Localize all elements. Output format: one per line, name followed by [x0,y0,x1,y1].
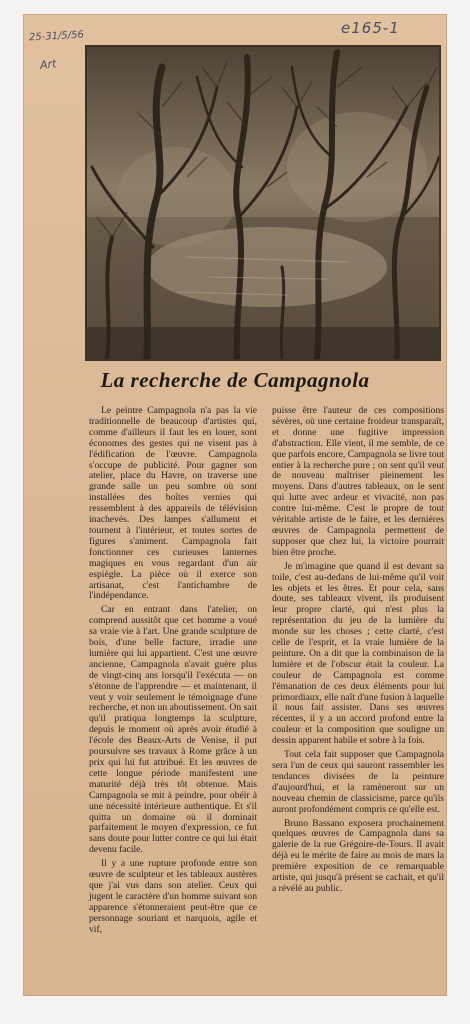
paragraph: puisse être l'auteur de ces compositions sévères, où une certaine froideur transparaît, et donne une fugitive impression d'abstraction. Elle vient, il me semble, de ce que parfois encore, Campagnola se livre tout entier à la recherche pure ; on sent qu'il veut de nouveau maîtriser pleinement les moyens. Dans d'autres tableaux, on le sent qui lutte avec ardeur et vivacité, non pas contre lui-même. C'est le propre de tout véritable artiste de le faire, et les dernières œuvres de Campagnola permettent de supposer que chez lui, la victoire pourrait bien être proche. [272,405,444,558]
article-title: La recherche de Campagnola [100,368,370,392]
handwritten-reference: e165-1 [341,19,400,37]
handwritten-date: 25-31/5/56 [28,29,85,44]
handwritten-category: Art [39,57,58,72]
paragraph: Bruno Bassano exposera prochainement quelques œuvres de Campagnola dans sa galerie de la rue Grégoire-de-Tours. Il avait déjà eu le mérite de faire au mois de mars la première exposition de ce remarquable artiste, qui jusqu'à présent se cachait, et qu'il a révélé au public. [272,817,444,894]
article-column-left [89,406,257,939]
paragraph: Tout cela fait supposer que Campagnola sera l'un de ceux qui sauront rassembler les tendances divisées de la peinture d'aujourd'hui, et la ramèneront sur un nouveau chemin de classicisme, parce qu'ils auront profondément compris ce qu'elle est. [272,749,444,815]
paragraph: Car en entrant dans l'atelier, on comprend aussitôt que cet homme a voué sa vraie vie à l'art. Une grande sculpture de bois, d'une belle facture, irradie une lumière qui lui appartient. C'est une œuvre ancienne, Campagnola n'avait guère plus de vingt-cinq ans lorsqu'il l'exécuta — on s'étonne de l'apprendre — et maintenant, il veut y voir seulement le témoignage d'une recherche, et non un aboutissement. On sait qu'il pratiqua longtemps la sculpture, depuis le moment où après avoir étudié à l'école des Beaux-Arts de Venise, il put poursuivre ses travaux à Rome grâce à un prix qui lui fut attribué. Et les œuvres de cette longue période manifestent une maturité déjà très tôt obtenue. Mais Campagnola se mit à peindre, pour obéir à une nécessité intérieure authentique. Et s'il quitta un domaine où il dominait parfaitement le moyen d'expression, ce fut sans doute pour lutter contre ce qui lui était devenu facile. [89,604,257,856]
painting-photo [85,45,441,361]
paragraph: Je m'imagine que quand il est devant sa toile, c'est au-dedans de lui-même qu'il voit les objets et les êtres. Et pour cela, sans doute, ses tableaux vivent, ils produisent leur propre clarté, qui n'est plus la représentation du jeu de la lumière du monde sur les choses ; cette clarté, c'est celle de l'esprit, et la vraie lumière de la peinture. On a dit que la combinaison de la lumière et de l'obscur était la couleur. La couleur de Campagnola est comme l'émanation de ces deux éléments pour lui primordiaux, elle naît d'une fusion à laquelle il nous fait assister. Dans ses œuvres récentes, il y a un accord profond entre la couleur et la composition que souligne un dessin apparent habile et sobre à la fois. [272,560,444,747]
painting-image [87,47,439,359]
article-column-right [272,406,444,898]
newspaper-clipping [23,14,447,996]
paragraph: Le peintre Campagnola n'a pas la vie traditionnelle de beaucoup d'artistes qui, comme d'ailleurs il faut les en louer, sont économes des gestes qui ne visent pas à l'édification de l'œuvre. Campagnola s'occupe de publicité. Pour gagner son atelier, place du Havre, on traverse une grande salle un peu sombre où sont installées des boîtes vernies qui ressemblent à des appareils de télévision inachevés. Des lampes s'allument et tournent à l'intérieur, et toutes sortes de figures s'animent. Campagnola fait fonctionner ces curieuses lanternes magiques en vous regardant d'un air espiègle. La pièce où il exerce son artisanat, c'est l'antichambre de l'indépendance. [89,405,257,602]
paragraph: Il y a une rupture profonde entre son œuvre de sculpteur et les tableaux austères que j'ai vus dans son atelier. Ceux qui jugent le caractère d'un homme suivant son apparence s'étonneraient peut-être que ce personnage souriant et narquois, agile et vif, [89,858,257,935]
